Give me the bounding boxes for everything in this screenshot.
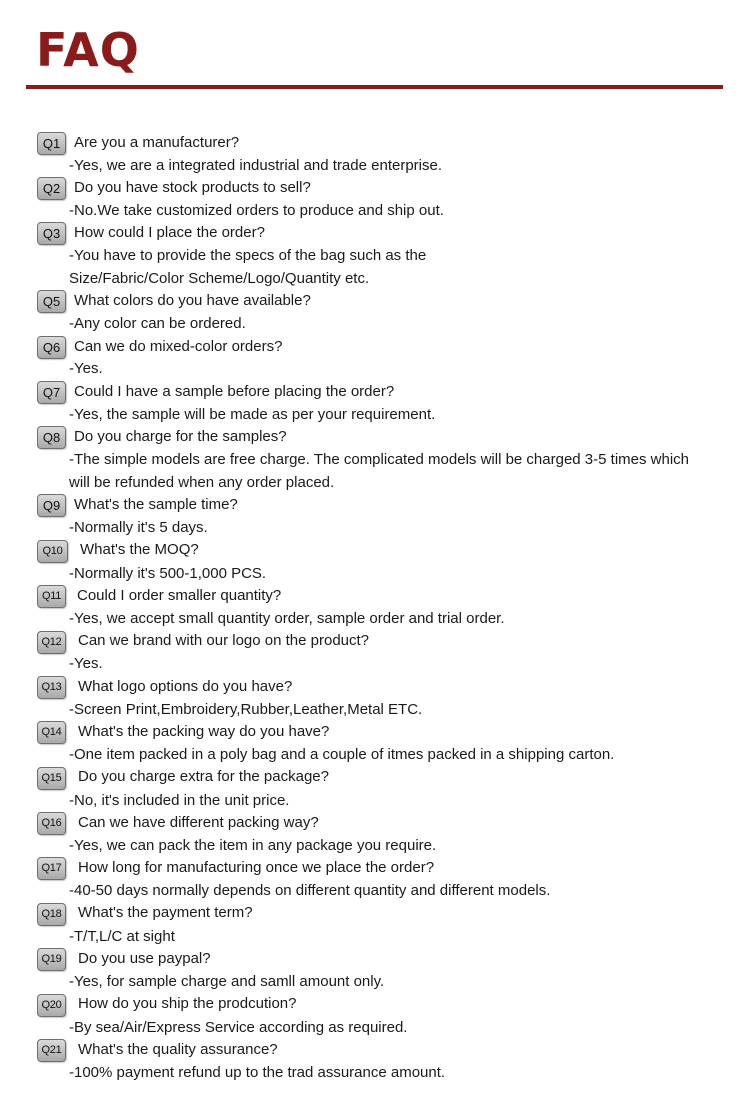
question-badge: Q12 [37,631,66,654]
answer-text: -Yes, we can pack the item in any package you require. [69,837,437,854]
question-badge: Q3 [37,222,66,245]
question-text: How could I place the order? [74,224,265,241]
answer-text: -One item packed in a poly bag and a couple of itmes packed in a shipping carton. [69,746,615,763]
question-badge: Q6 [37,336,66,359]
question-text: Do you charge for the samples? [74,428,287,445]
question-badge: Q7 [37,381,66,404]
question-text: Can we do mixed-color orders? [74,338,283,355]
answer-text: -Screen Print,Embroidery,Rubber,Leather,Metal ETC. [69,701,423,718]
page-title: FAQ [36,23,140,77]
question-text: What's the sample time? [74,496,238,513]
question-text: Do you charge extra for the package? [78,768,329,785]
question-text: How long for manufacturing once we place the order? [78,859,435,876]
answer-text: -Yes, we are a integrated industrial and trade enterprise. [69,157,443,174]
question-badge: Q5 [37,290,66,313]
answer-text: -Yes. [69,655,103,672]
question-text: Can we brand with our logo on the product? [78,632,370,649]
answer-text: -Normally it's 5 days. [69,519,208,536]
question-text: Do you use paypal? [78,950,211,967]
question-text: Could I have a sample before placing the order? [74,383,395,400]
question-text: Do you have stock products to sell? [74,179,311,196]
answer-text: -Yes, we accept small quantity order, sample order and trial order. [69,610,505,627]
answer-text: -No.We take customized orders to produce and ship out. [69,202,444,219]
answer-text: -100% payment refund up to the trad assurance amount. [69,1064,446,1081]
answer-text: -Yes. [69,360,103,377]
question-badge: Q16 [37,812,66,835]
question-text: Are you a manufacturer? [74,134,240,151]
question-badge: Q8 [37,426,66,449]
answer-text: -Normally it's 500-1,000 PCS. [69,565,267,582]
question-text: What's the packing way do you have? [78,723,330,740]
question-badge: Q13 [37,676,66,699]
question-badge: Q9 [37,494,66,517]
answer-text: -You have to provide the specs of the bag such as the Size/Fabric/Color Scheme/Logo/Quantity etc. [69,247,427,287]
question-badge: Q21 [37,1039,66,1062]
question-badge: Q2 [37,177,66,200]
question-text: Could I order smaller quantity? [77,587,282,604]
question-badge: Q14 [37,721,66,744]
answer-text: -Yes, for sample charge and samll amount only. [69,973,385,990]
question-text: How do you ship the prodcution? [78,995,297,1012]
answer-text: -By sea/Air/Express Service according as required. [69,1019,408,1036]
question-badge: Q15 [37,767,66,790]
question-text: What's the MOQ? [80,541,199,558]
question-text: What logo options do you have? [78,678,293,695]
question-text: What's the quality assurance? [78,1041,278,1058]
answer-text: -Yes, the sample will be made as per your requirement. [69,406,436,423]
question-text: Can we have different packing way? [78,814,319,831]
question-badge: Q1 [37,132,66,155]
answer-text: -The simple models are free charge. The complicated models will be charged 3-5 times which will be refunded when any order placed. [69,451,690,491]
answer-text: -40-50 days normally depends on different quantity and different models. [69,882,551,899]
answer-text: -T/T,L/C at sight [69,928,175,945]
question-badge: Q19 [37,948,66,971]
question-text: What's the payment term? [78,904,253,921]
question-badge: Q17 [37,857,66,880]
question-badge: Q18 [37,903,66,926]
question-badge: Q10 [37,540,68,563]
question-text: What colors do you have available? [74,292,311,309]
question-badge: Q20 [37,994,66,1017]
answer-text: -No, it's included in the unit price. [69,792,290,809]
question-badge: Q11 [37,585,66,608]
answer-text: -Any color can be ordered. [69,315,246,332]
